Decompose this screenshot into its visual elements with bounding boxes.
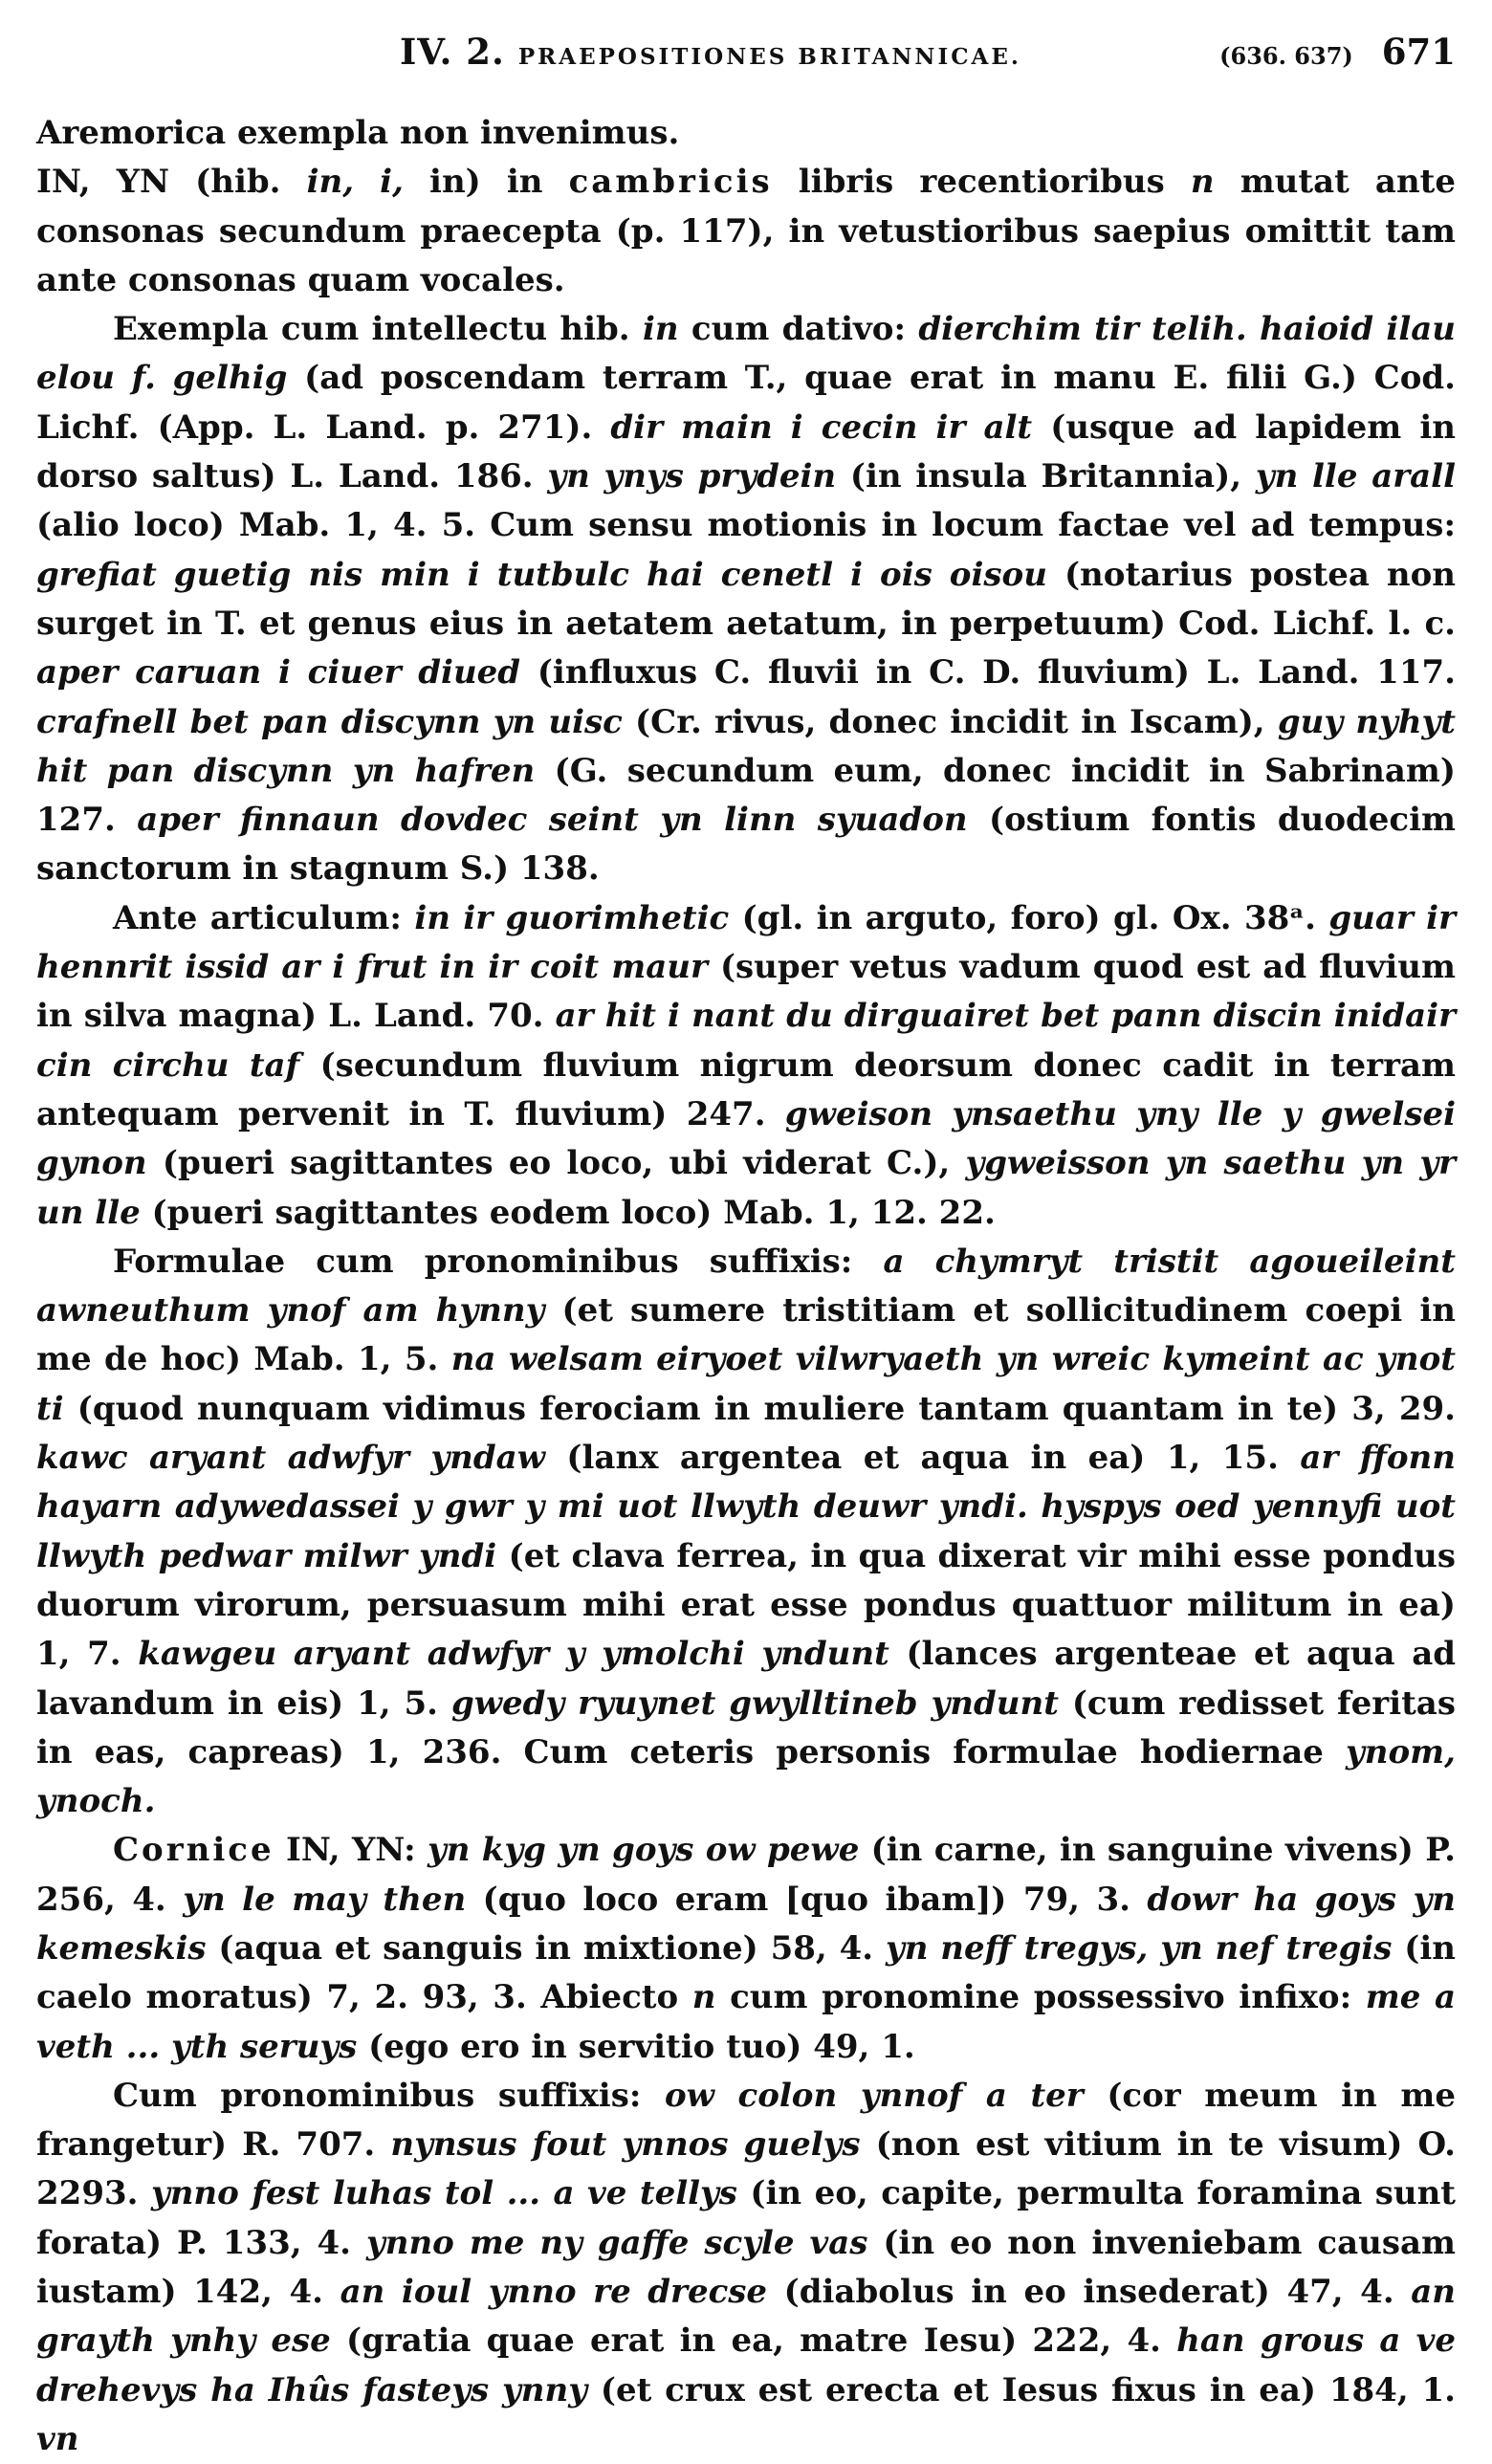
header-right xyxy=(1219,31,1456,73)
italic-text: gwedy ryuynet gwylltineb yndunt xyxy=(450,1683,1059,1723)
text-run: (ego ero in servitio tuo) 49, 1. xyxy=(357,2027,915,2066)
text-run: (gl. in arguto, foro) gl. Ox. 38ᵃ. xyxy=(729,898,1329,937)
italic-text: an grayth ynhy ese xyxy=(36,2273,1456,2361)
paragraph xyxy=(36,1826,1456,2071)
header-title-block xyxy=(400,31,1021,73)
paragraph xyxy=(36,305,1456,894)
paragraph xyxy=(36,2072,1456,2464)
italic-text: n xyxy=(1190,163,1215,202)
italic-text: gweison ynsaethu yny lle y gwelsei gynon xyxy=(36,1094,1457,1183)
text-run: cum dativo: xyxy=(678,310,919,349)
text-run: (Cr. rivus, donec incidit in Iscam), xyxy=(622,702,1278,741)
italic-text: ygweisson yn saethu yn yr un lle xyxy=(36,1144,1456,1232)
italic-text: me a veth ... yth seruys xyxy=(36,1978,1456,2066)
text-run: (lances argenteae et aqua ad lavandum in eis) 1, 5. xyxy=(36,1635,1457,1723)
text-run: (aqua et sanguis in mixtione) 58, 4. xyxy=(206,1928,886,1968)
italic-text: yn le may then xyxy=(183,1880,467,1919)
text-run: Formulae cum pronominibus suffixis: xyxy=(113,1242,884,1281)
italic-text: ynno me ny gaffe scyle vas xyxy=(365,2223,868,2262)
text-run: IN, YN (hib. xyxy=(36,163,307,202)
text-run: (G. secundum eum, donec incidit in Sabrinam) 127. xyxy=(36,751,1456,840)
text-run: in) in xyxy=(403,163,569,202)
text-run: cum pronomine possessivo infixo: xyxy=(715,1978,1366,2017)
text-run: Ante articulum: xyxy=(113,898,415,937)
text-run: (quod nunquam vidimus ferociam in muliere tantam quantam in te) 3, 29. xyxy=(63,1389,1456,1428)
italic-text: grefiat guetig nis min i tutbulc hai cenetl i ois oisou xyxy=(36,555,1047,594)
italic-text: dir main i cecin ir alt xyxy=(610,407,1033,447)
paragraph xyxy=(36,109,1456,158)
italic-text: yn neff tregys, yn nef tregis xyxy=(885,1928,1393,1968)
text-run: (notarius postea non surget in T. et genus eius in aetatem aetatum, in perpetuum) Cod. Lichf. l. c. xyxy=(36,555,1457,643)
text-run: (in eo non inveniebam causam iustam) 142, 4. xyxy=(36,2223,1456,2312)
italic-text: an ioul ynno re drecse xyxy=(340,2273,768,2312)
italic-text: kawgeu aryant adwfyr y ymolchi yndunt xyxy=(138,1635,889,1674)
italic-text: ynom, ynoch. xyxy=(36,1732,1456,1821)
italic-text: yn kyg yn goys ow pewe xyxy=(427,1831,860,1870)
text-run: (pueri sagittantes eo loco, ubi viderat C.), xyxy=(146,1144,966,1183)
text-run: (in insula Britannia), xyxy=(836,457,1256,496)
italic-text: guar ir hennrit issid ar i frut in ir coit maur xyxy=(36,898,1457,987)
italic-text: vn xyxy=(36,2419,79,2458)
italic-text: yn ynys prydein xyxy=(547,457,837,496)
italic-text: nynsus fout ynnos guelys xyxy=(390,2125,861,2165)
text-run: IN, YN: xyxy=(274,1831,428,1870)
text-run: (et crux est erecta et Iesus fixus in ea) 184, 1. xyxy=(587,2370,1457,2409)
text-run: (non est vitium in te visum) O. 2293. xyxy=(36,2125,1456,2213)
text-run: (alio loco) Mab. 1, 4. 5. Cum sensu motionis in locum factae vel ad tempus: xyxy=(36,506,1456,545)
text-run: Aremorica exempla non invenimus. xyxy=(36,114,680,152)
spaced-text: Cornice xyxy=(113,1831,274,1870)
italic-text: dierchim tir telih. haioid ilau elou f. gelhig xyxy=(36,310,1456,398)
text-run: (cor meum in me frangetur) R. 707. xyxy=(36,2076,1456,2165)
text-run: (influxus C. fluvii in C. D. fluvium) L. Land. 117. xyxy=(520,653,1456,693)
text-run: (in caelo moratus) 7, 2. 93, 3. Abiecto xyxy=(36,1928,1457,2017)
text-run: (cum redisset feritas in eas, capreas) 1, 236. Cum ceteris personis formulae hodiernae xyxy=(36,1683,1456,1771)
italic-text: yn lle arall xyxy=(1255,457,1457,496)
text-run: (ostium fontis duodecim sanctorum in stagnum S.) 138. xyxy=(36,801,1456,889)
text-run: (ad poscendam terram T., quae erat in manu E. filii G.) Cod. Lichf. (App. L. Land. p. 271). xyxy=(36,359,1457,447)
running-header xyxy=(36,31,1456,73)
body-text xyxy=(36,109,1456,2464)
italic-text: in ir guorimhetic xyxy=(414,898,730,937)
italic-text: ar hit i nant du dirguairet bet pann discin inidair cin circhu taf xyxy=(36,997,1456,1085)
text-run: (et clava ferrea, in qua dixerat vir mihi esse pondus duorum virorum, persuasum mihi erat esse pondus quattuor militum in ea) 1, 7. xyxy=(36,1536,1456,1674)
section-title: PRAEPOSITIONES BRITANNICAE. xyxy=(517,44,1021,70)
italic-text: ow colon ynnof a ter xyxy=(664,2076,1084,2115)
italic-text: ynno fest luhas tol ... a ve tellys xyxy=(150,2174,737,2213)
italic-text: n xyxy=(691,1978,716,2017)
italic-text: aper finnaun dovdec seint yn linn syuadon xyxy=(137,801,968,840)
text-run: (et sumere tristitiam et sollicitudinem coepi in me de hoc) Mab. 1, 5. xyxy=(36,1291,1456,1379)
text-run: Exempla cum intellectu hib. xyxy=(113,310,643,349)
paragraph xyxy=(36,158,1456,305)
italic-text: kawc aryant adwfyr yndaw xyxy=(36,1439,545,1478)
section-number: IV. 2. xyxy=(400,31,505,73)
italic-text: ar ffonn hayarn adywedassei y gwr y mi uot llwyth deuwr yndi. hyspys oed yennyfi uot llwyth pedwar milwr yndi xyxy=(36,1439,1456,1575)
text-run: mutat ante consonas secundum praecepta (p. 117), in vetustioribus saepius omittit tam ante consonas quam vocales. xyxy=(36,163,1457,299)
text-run: (in eo, capite, permulta foramina sunt forata) P. 133, 4. xyxy=(36,2174,1457,2262)
text-run: Cum pronominibus suffixis: xyxy=(113,2076,665,2115)
text-run: (lanx argentea et aqua in ea) 1, 15. xyxy=(544,1439,1301,1478)
text-run: (pueri sagittantes eodem loco) Mab. 1, 12. 22. xyxy=(140,1193,996,1232)
paragraph xyxy=(36,1238,1456,1827)
italic-text: in, i, xyxy=(306,163,404,202)
text-run: (in carne, in sanguine vivens) P. 256, 4. xyxy=(36,1831,1456,1919)
text-run: libris recentioribus xyxy=(772,163,1191,202)
paragraph xyxy=(36,894,1456,1238)
text-run: (super vetus vadum quod est ad fluvium in silva magna) L. Land. 70. xyxy=(36,948,1456,1036)
italic-text: aper caruan i ciuer diued xyxy=(36,653,521,693)
italic-text: han grous a ve drehevys ha Ihûs fasteys ynny xyxy=(36,2321,1456,2409)
italic-text: dowr ha goys yn kemeskis xyxy=(36,1880,1457,1968)
italic-text: a chymryt tristit agoueileint awneuthum ynof am hynny xyxy=(36,1242,1456,1331)
italic-text: in xyxy=(642,310,679,349)
text-run: (gratia quae erat in ea, matre Iesu) 222, 4. xyxy=(330,2321,1177,2361)
page-number: 671 xyxy=(1381,31,1456,73)
spaced-text: cambricis xyxy=(568,163,773,202)
text-run: (secundum fluvium nigrum deorsum donec cadit in terram antequam pervenit in T. fluvium) 247. xyxy=(36,1045,1456,1133)
italic-text: guy nyhyt hit pan discynn yn hafren xyxy=(36,702,1456,790)
italic-text: na welsam eiryoet vilwryaeth yn wreic kymeint ac ynot ti xyxy=(36,1340,1456,1428)
text-run: (usque ad lapidem in dorso saltus) L. Land. 186. xyxy=(36,407,1456,496)
paragraph-reference: (636. 637) xyxy=(1219,42,1353,70)
italic-text: crafnell bet pan discynn yn uisc xyxy=(36,702,623,741)
text-run: (quo loco eram [quo ibam]) 79, 3. xyxy=(466,1880,1148,1919)
text-run: (diabolus in eo insederat) 47, 4. xyxy=(767,2273,1412,2312)
